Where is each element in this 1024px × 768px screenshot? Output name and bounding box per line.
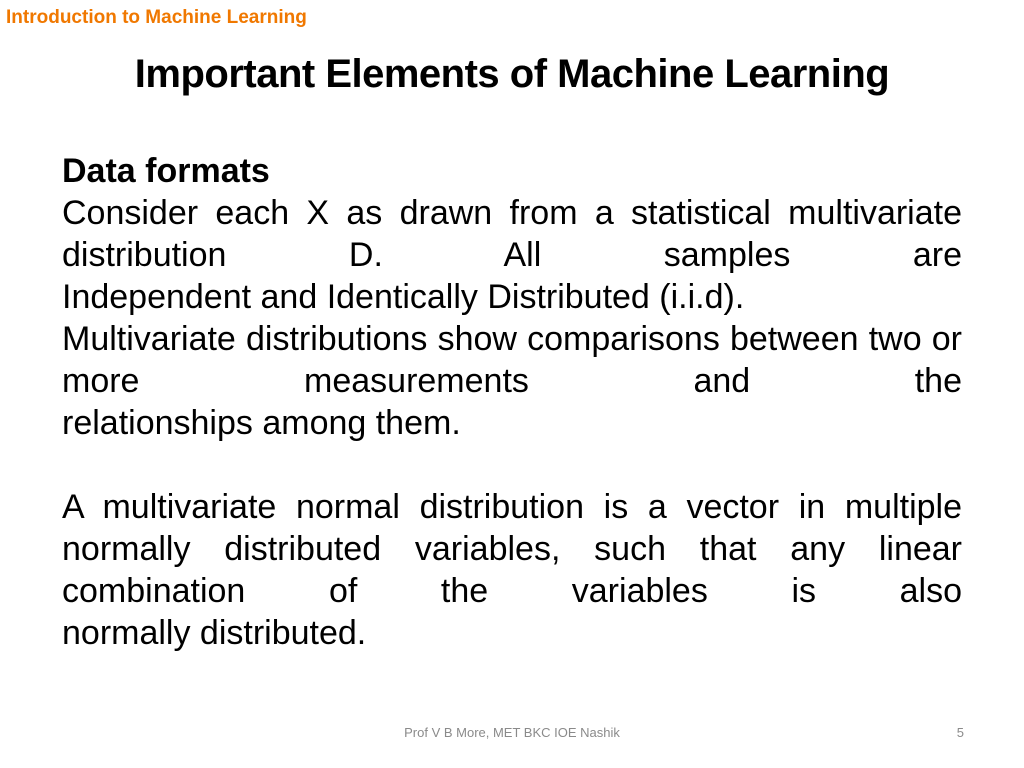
- footer-author: Prof V B More, MET BKC IOE Nashik: [404, 725, 620, 740]
- paragraph-spacer: [62, 444, 962, 486]
- paragraph-2-last-line: relationships among them.: [62, 404, 461, 442]
- paragraph-3: A multivariate normal distribution is a vector in multiple normally distributed variables, such that any linear combination of the variables is also: [62, 488, 962, 610]
- course-title-header: Introduction to Machine Learning: [6, 7, 307, 28]
- paragraph-3-last-line: normally distributed.: [62, 614, 367, 652]
- section-subheading: Data formats: [62, 152, 270, 190]
- slide-body: [62, 150, 962, 654]
- paragraph-2: Multivariate distributions show comparisons between two or more measurements and the: [62, 320, 962, 400]
- paragraph-1-line-2: Independent and Identically Distributed (i.i.d).: [62, 278, 745, 316]
- slide-title: Important Elements of Machine Learning: [134, 52, 890, 96]
- paragraph-1-line-1: Consider each X as drawn from a statistical multivariate distribution D. All samples are: [62, 194, 962, 274]
- page-number: 5: [956, 725, 964, 740]
